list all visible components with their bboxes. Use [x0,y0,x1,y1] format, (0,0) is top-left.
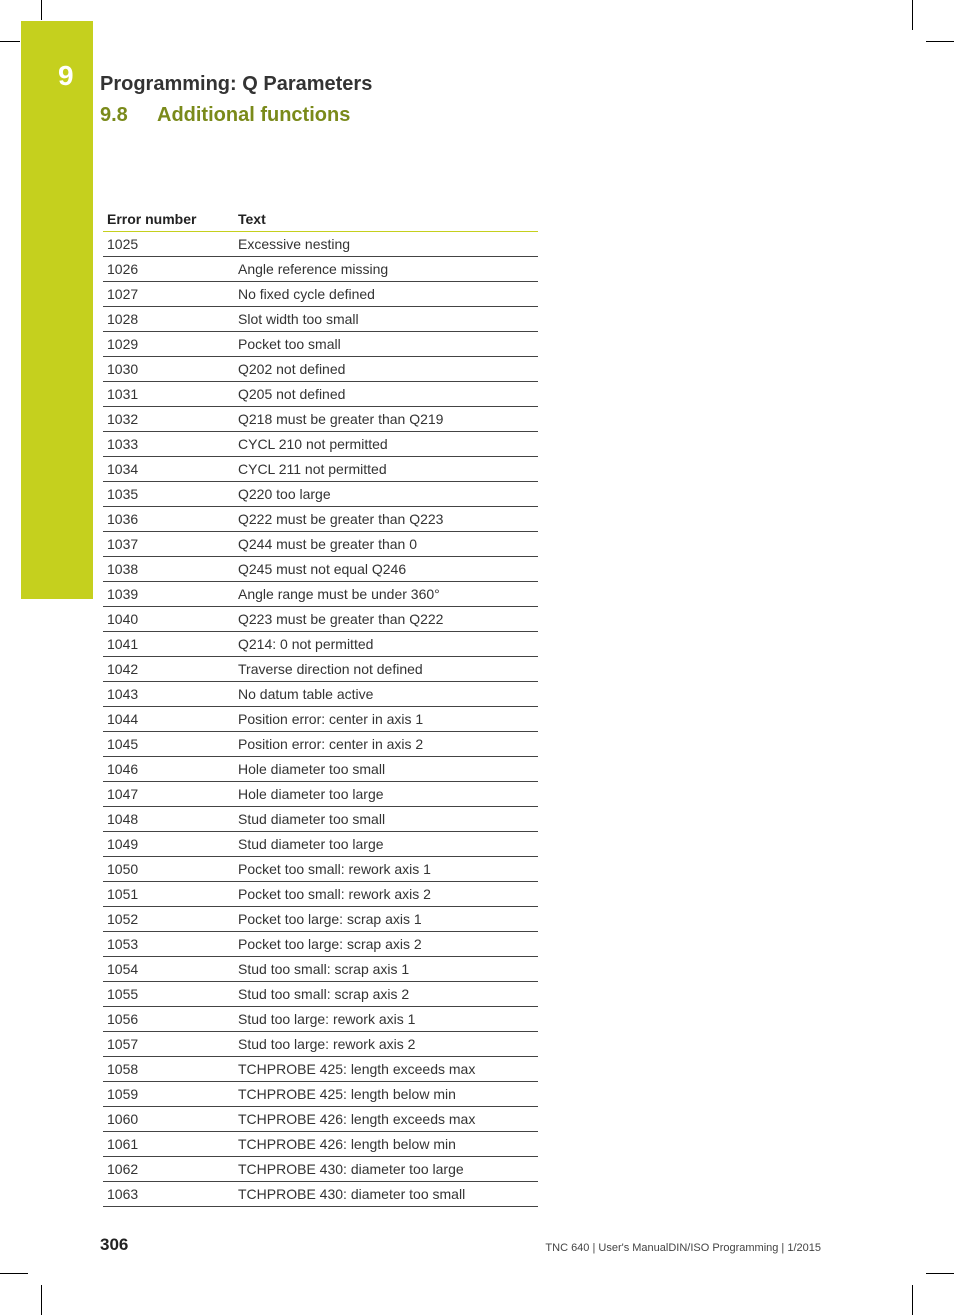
error-text-cell: Q205 not defined [234,382,538,407]
error-text-cell: Q223 must be greater than Q222 [234,607,538,632]
table-row [103,1007,538,1032]
error-text-cell: Q245 must not equal Q246 [234,557,538,582]
table-row [103,1182,538,1207]
error-number-cell: 1054 [103,957,234,982]
error-text-cell: Stud diameter too small [234,807,538,832]
error-number-cell: 1043 [103,682,234,707]
table-row [103,957,538,982]
table-row [103,457,538,482]
table-row [103,482,538,507]
error-table [103,206,538,1207]
error-number-cell: 1030 [103,357,234,382]
error-text-cell: CYCL 211 not permitted [234,457,538,482]
table-row [103,607,538,632]
error-number-cell: 1041 [103,632,234,657]
error-number-cell: 1046 [103,757,234,782]
error-text-cell: Q202 not defined [234,357,538,382]
error-number-cell: 1048 [103,807,234,832]
page-number: 306 [100,1235,129,1254]
section-number: 9.8 [100,104,128,126]
error-number-cell: 1032 [103,407,234,432]
error-number-cell: 1051 [103,882,234,907]
table-row [103,632,538,657]
error-number-cell: 1040 [103,607,234,632]
table-row [103,307,538,332]
error-number-cell: 1035 [103,482,234,507]
table-row [103,757,538,782]
error-text-cell: Pocket too large: scrap axis 1 [234,907,538,932]
error-text-cell: Stud too small: scrap axis 2 [234,982,538,1007]
chapter-tab [21,21,93,599]
table-row [103,807,538,832]
error-text-cell: CYCL 210 not permitted [234,432,538,457]
error-number-cell: 1052 [103,907,234,932]
error-text-cell: No fixed cycle defined [234,282,538,307]
error-text-cell: Traverse direction not defined [234,657,538,682]
chapter-title: Programming: Q Parameters [100,73,373,95]
error-number-cell: 1044 [103,707,234,732]
table-header-row [103,206,538,232]
table-row [103,557,538,582]
error-text-cell: No datum table active [234,682,538,707]
footer-text: TNC 640 | User's ManualDIN/ISO Programming | 1/2015 [545,1242,821,1254]
error-text-cell: Pocket too small: rework axis 1 [234,857,538,882]
error-number-cell: 1029 [103,332,234,357]
error-number-cell: 1026 [103,257,234,282]
error-text-cell: Angle reference missing [234,257,538,282]
table-row [103,407,538,432]
table-row [103,682,538,707]
crop-mark [0,41,20,42]
error-text-cell: Q220 too large [234,482,538,507]
table-row [103,507,538,532]
error-text-cell: TCHPROBE 430: diameter too small [234,1182,538,1207]
table-row [103,882,538,907]
error-text-cell: TCHPROBE 426: length below min [234,1132,538,1157]
crop-mark [912,1285,913,1315]
error-number-cell: 1062 [103,1157,234,1182]
table-row [103,1082,538,1107]
error-text-cell: Q222 must be greater than Q223 [234,507,538,532]
table-row [103,907,538,932]
error-text-cell: Q244 must be greater than 0 [234,532,538,557]
error-number-cell: 1045 [103,732,234,757]
table-row [103,832,538,857]
error-number-cell: 1050 [103,857,234,882]
crop-mark [41,0,42,20]
error-number-cell: 1027 [103,282,234,307]
table-row [103,1032,538,1057]
crop-mark [0,1273,28,1274]
table-row [103,582,538,607]
error-text-cell: Q214: 0 not permitted [234,632,538,657]
error-text-cell: Stud too large: rework axis 2 [234,1032,538,1057]
error-number-cell: 1039 [103,582,234,607]
column-header-text: Text [234,206,538,232]
error-text-cell: TCHPROBE 425: length below min [234,1082,538,1107]
error-number-cell: 1057 [103,1032,234,1057]
error-number-cell: 1033 [103,432,234,457]
error-number-cell: 1042 [103,657,234,682]
table-row [103,782,538,807]
error-number-cell: 1047 [103,782,234,807]
table-row [103,432,538,457]
table-row [103,707,538,732]
error-number-cell: 1038 [103,557,234,582]
table-row [103,732,538,757]
table-row [103,657,538,682]
error-text-cell: Slot width too small [234,307,538,332]
table-row [103,932,538,957]
section-title: Additional functions [157,104,351,126]
table-row [103,857,538,882]
error-number-cell: 1056 [103,1007,234,1032]
chapter-number: 9 [58,60,74,91]
error-number-cell: 1061 [103,1132,234,1157]
error-number-cell: 1058 [103,1057,234,1082]
error-text-cell: Hole diameter too large [234,782,538,807]
error-text-cell: Hole diameter too small [234,757,538,782]
error-text-cell: Pocket too small [234,332,538,357]
error-text-cell: Stud too small: scrap axis 1 [234,957,538,982]
error-text-cell: TCHPROBE 430: diameter too large [234,1157,538,1182]
error-number-cell: 1025 [103,232,234,257]
error-number-cell: 1053 [103,932,234,957]
error-number-cell: 1049 [103,832,234,857]
error-text-cell: Pocket too large: scrap axis 2 [234,932,538,957]
error-text-cell: Excessive nesting [234,232,538,257]
table-row [103,1057,538,1082]
crop-mark [41,1285,42,1315]
crop-mark [926,1273,954,1274]
error-number-cell: 1034 [103,457,234,482]
error-number-cell: 1036 [103,507,234,532]
error-text-cell: Stud diameter too large [234,832,538,857]
error-number-cell: 1055 [103,982,234,1007]
error-number-cell: 1037 [103,532,234,557]
table-row [103,257,538,282]
table-row [103,982,538,1007]
error-text-cell: Position error: center in axis 1 [234,707,538,732]
table-row [103,232,538,257]
table-row [103,532,538,557]
error-text-cell: Position error: center in axis 2 [234,732,538,757]
table-row [103,1107,538,1132]
table-row [103,1157,538,1182]
crop-mark [926,41,954,42]
table-row [103,357,538,382]
error-text-cell: TCHPROBE 425: length exceeds max [234,1057,538,1082]
error-text-cell: Stud too large: rework axis 1 [234,1007,538,1032]
column-header-error-number: Error number [103,206,234,232]
error-text-cell: TCHPROBE 426: length exceeds max [234,1107,538,1132]
error-text-cell: Q218 must be greater than Q219 [234,407,538,432]
table-row [103,1132,538,1157]
table-row [103,332,538,357]
error-number-cell: 1060 [103,1107,234,1132]
error-number-cell: 1031 [103,382,234,407]
table-row [103,282,538,307]
error-number-cell: 1028 [103,307,234,332]
crop-mark [912,0,913,30]
error-number-cell: 1063 [103,1182,234,1207]
table-row [103,382,538,407]
error-text-cell: Angle range must be under 360° [234,582,538,607]
section-heading [100,104,350,127]
error-text-cell: Pocket too small: rework axis 2 [234,882,538,907]
error-number-cell: 1059 [103,1082,234,1107]
